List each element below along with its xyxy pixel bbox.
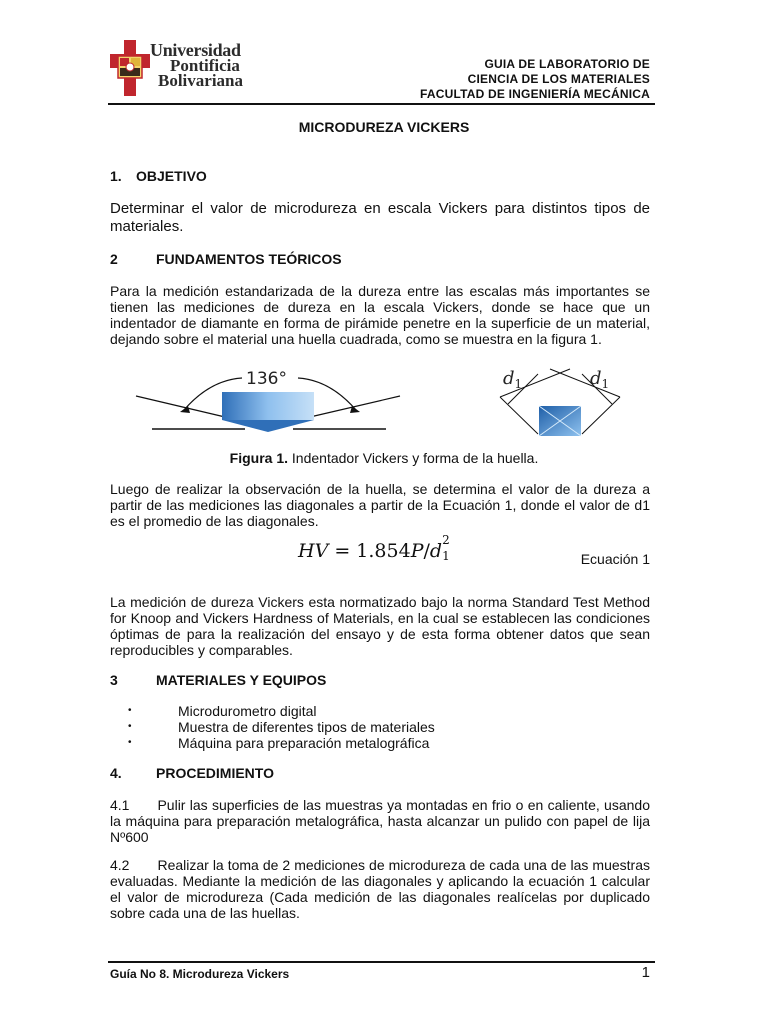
- figure-d1-right-letter: d: [590, 368, 602, 389]
- list-bullet: •: [128, 721, 132, 732]
- section-1-heading: [110, 168, 207, 184]
- list-item: [128, 719, 435, 735]
- equation-load: P: [410, 540, 424, 562]
- section-4-heading: [110, 765, 274, 781]
- section-2-heading: [110, 251, 342, 267]
- header-line-1: GUIA DE LABORATORIO DE: [484, 57, 650, 71]
- figure-angle-label: 136°: [246, 369, 287, 389]
- list-item-text: Máquina para preparación metalográfica: [178, 735, 430, 751]
- list-bullet: •: [128, 737, 132, 748]
- list-item: [128, 703, 435, 719]
- equation-label: Ecuación 1: [580, 551, 650, 567]
- header-divider: [108, 103, 655, 105]
- document-title: MICRODUREZA VICKERS: [298, 119, 470, 135]
- section-3-heading: [110, 672, 326, 688]
- equation-constant: = 1.854: [328, 540, 411, 562]
- footer-divider: [108, 961, 655, 963]
- equation-exponent: 2: [442, 533, 450, 547]
- section-2-title: FUNDAMENTOS TEÓRICOS: [156, 251, 342, 267]
- figure-d1-right-label: [590, 368, 609, 391]
- logo-line-2: Pontificia: [170, 56, 240, 75]
- objective-paragraph: Determinar el valor de microdureza en escala Vickers para distintos tipos de materiales.: [110, 200, 650, 235]
- logo-line-3: Bolivariana: [158, 71, 244, 90]
- procedure-step-4-1: 4.1 Pulir las superficies de las muestras ya montadas en frio o en caliente, usando la máquina para preparación metalográfica, hasta alcanzar un pulido con papel de lija Nº600: [110, 797, 650, 845]
- list-item-text: Microdurometro digital: [178, 703, 317, 719]
- figure-caption: [0, 450, 768, 466]
- theory-paragraph-2: Luego de realizar la observación de la huella, se determina el valor de la dureza a partir de las mediciones las diagonales a partir de la Ecuación 1, donde el valor de d1 es el promedio de las diagonales.: [110, 481, 650, 529]
- equation-slash: /: [423, 540, 430, 562]
- list-item: [128, 735, 435, 751]
- materials-list: [128, 703, 435, 751]
- equation-diagonal: d: [429, 540, 443, 562]
- header-line-2: CIENCIA DE LOS MATERIALES: [467, 72, 650, 86]
- equation-subscript: 1: [442, 549, 450, 563]
- theory-paragraph-1: Para la medición estandarizada de la dureza entre las escalas más importantes se tienen las mediciones de dureza en la escala Vickers, donde se hace que un indentador de diamante en forma de pirámide penetre en la superficie de un material, dejando sobre el material una huella cuadrada, como se muestra en la figura 1.: [110, 283, 650, 347]
- logo-line-1: Universidad: [150, 40, 241, 60]
- figure-d1-right-sub: 1: [601, 377, 610, 391]
- list-bullet: •: [128, 705, 132, 716]
- section-4-title: PROCEDIMIENTO: [156, 765, 274, 781]
- footer-guide-title: Guía No 8. Microdureza Vickers: [110, 967, 290, 981]
- figure-d1-left-letter: d: [503, 368, 515, 389]
- university-logo: [110, 40, 260, 96]
- list-item-text: Muestra de diferentes tipos de materiales: [178, 719, 435, 735]
- figure-caption-label: Figura 1.: [229, 450, 289, 466]
- section-1-number: 1.: [110, 168, 122, 184]
- page-number: 1: [641, 964, 650, 981]
- logo-wordmark: [150, 40, 244, 90]
- theory-paragraph-3: La medición de dureza Vickers esta normatizado bajo la norma Standard Test Method for Knoop and Vickers Hardness of Materials, en la cual se establecen las condiciones óptimas de para la realización del ensayo y de esta forma obtener datos que sean reproducibles y comparables.: [110, 594, 650, 658]
- equation-1: [298, 533, 452, 563]
- section-4-number: 4.: [110, 765, 122, 781]
- procedure-step-4-2: 4.2 Realizar la toma de 2 mediciones de microdureza de cada una de las muestras evaluadas. Mediante la medición de las diagonales y aplicando la ecuación 1 calcular el valor de microdureza (Cada medición de las diagonales realícelas por duplicado sobre cada una de las huellas.: [110, 857, 650, 921]
- header-info: [420, 57, 650, 102]
- section-3-number: 3: [110, 672, 118, 688]
- equation-lhs: HV: [298, 540, 329, 562]
- figure-caption-text: Indentador Vickers y forma de la huella.: [288, 450, 539, 466]
- header-line-3: FACULTAD DE INGENIERÍA MECÁNICA: [420, 87, 650, 101]
- vickers-indenter-diagram: [130, 362, 630, 442]
- figure-d1-left-label: [503, 368, 522, 391]
- section-3-title: MATERIALES Y EQUIPOS: [156, 672, 327, 688]
- equation-scripts: [442, 533, 452, 563]
- section-1-title: OBJETIVO: [136, 168, 207, 184]
- figure-d1-left-sub: 1: [514, 377, 523, 391]
- section-2-number: 2: [110, 251, 118, 267]
- vickers-figure: [130, 362, 630, 442]
- university-crest-icon: [110, 40, 150, 96]
